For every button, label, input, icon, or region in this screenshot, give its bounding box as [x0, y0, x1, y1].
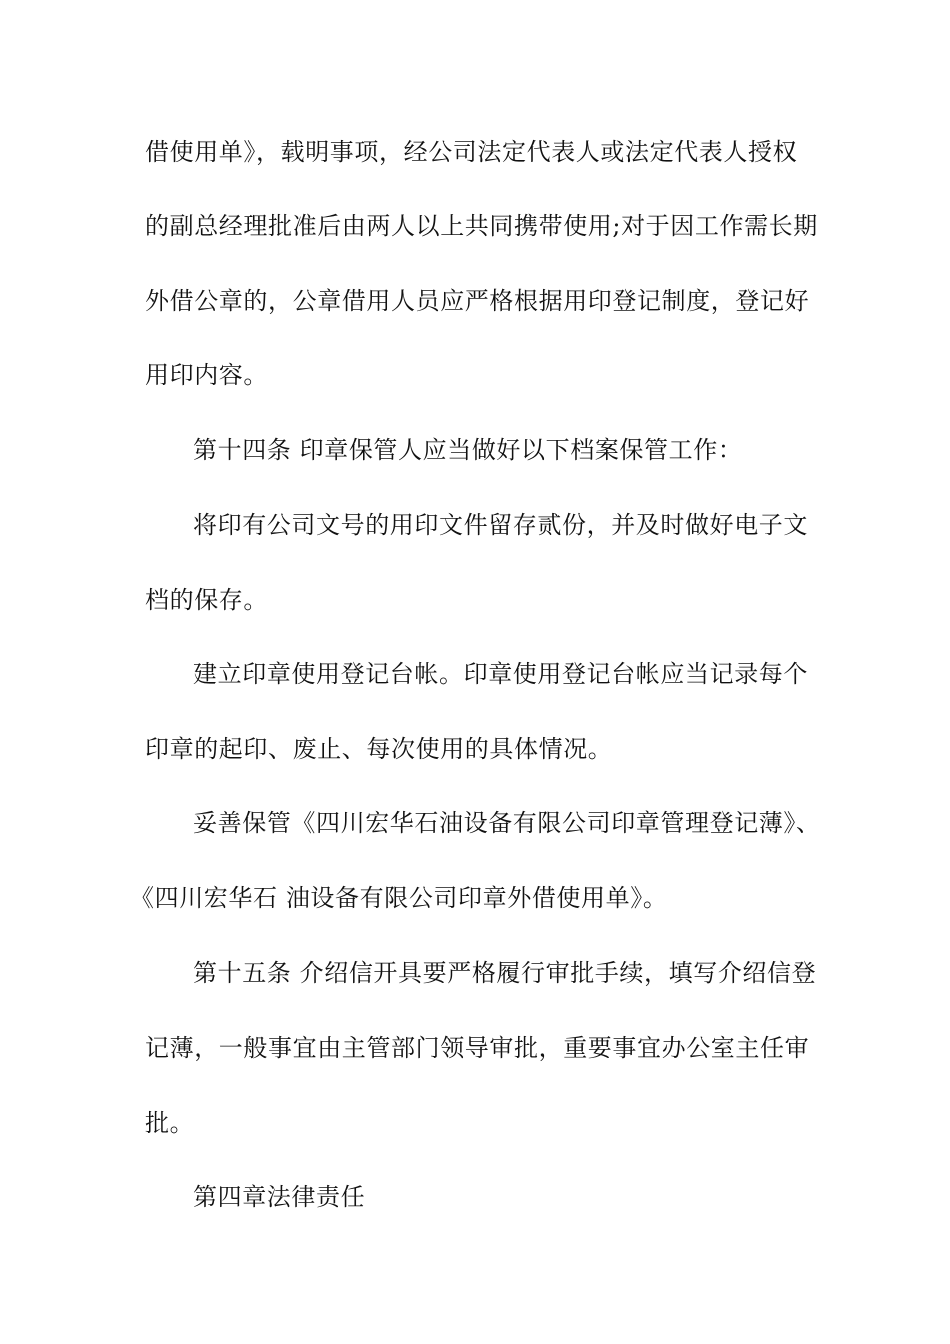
- text-line-2: 的副总经理批准后由两人以上共同携带使用;对于因工作需长期: [145, 212, 818, 240]
- article-14-heading: 第十四条 印章保管人应当做好以下档案保管工作：: [193, 436, 743, 464]
- text-line-9: 印章的起印、废止、每次使用的具体情况。: [145, 735, 613, 763]
- chapter-4-heading: 第四章法律责任: [193, 1183, 366, 1211]
- article-15-heading: 第十五条 介绍信开具要严格履行审批手续，填写介绍信登: [193, 959, 817, 987]
- text-line-3: 外借公章的，公章借用人员应严格根据用印登记制度，登记好: [145, 287, 810, 315]
- text-line-10: 妥善保管《四川宏华石油设备有限公司印章管理登记薄》、: [193, 809, 821, 837]
- text-line-4: 用印内容。: [145, 361, 268, 389]
- text-line-6: 将印有公司文号的用印文件留存贰份，并及时做好电子文: [193, 511, 808, 539]
- text-line-1: 借使用单》，载明事项，经公司法定代表人或法定代表人授权: [145, 138, 798, 166]
- text-line-11: 《四川宏华石 油设备有限公司印章外借使用单》。: [130, 884, 668, 912]
- text-line-7: 档的保存。: [145, 586, 268, 614]
- text-line-13: 记薄，一般事宜由主管部门领导审批，重要事宜办公室主任审: [145, 1034, 810, 1062]
- text-line-14: 批。: [145, 1109, 195, 1137]
- text-line-8: 建立印章使用登记台帐。印章使用登记台帐应当记录每个: [193, 660, 808, 688]
